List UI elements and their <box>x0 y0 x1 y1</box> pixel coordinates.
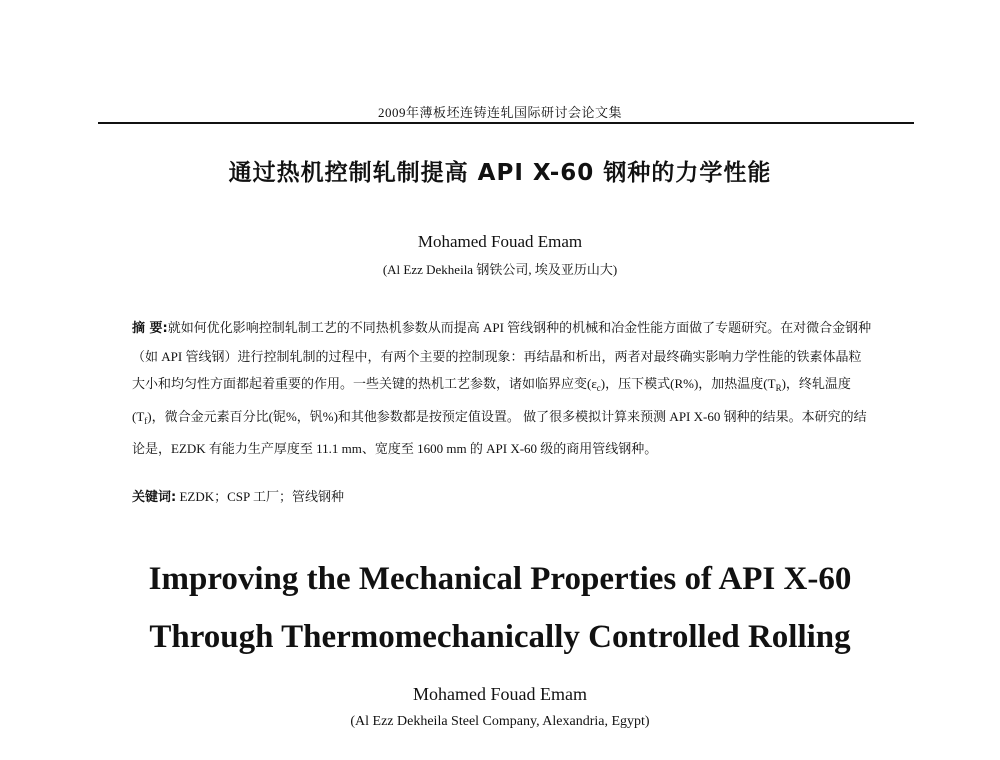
chinese-author: Mohamed Fouad Emam <box>417 232 583 251</box>
english-title-line-1: Improving the Mechanical Properties of API X-60 <box>148 561 852 597</box>
header-rule <box>98 122 914 124</box>
subscript-r: R <box>775 383 782 394</box>
english-author: Mohamed Fouad Emam <box>413 684 587 704</box>
english-title <box>0 550 1000 666</box>
chinese-keywords <box>132 486 872 505</box>
keywords-text: EZDK；CSP 工厂；管线钢种 <box>179 489 345 504</box>
english-affiliation: (Al Ezz Dekheila Steel Company, Alexandria, Egypt) <box>350 714 650 729</box>
abstract-text-3: )，终轧温度(T <box>132 376 851 424</box>
chinese-title: 通过热机控制轧制提高 API X-60 钢种的力学性能 <box>228 160 772 186</box>
chinese-abstract <box>132 314 872 463</box>
subscript-c: c <box>596 383 601 394</box>
running-header: 2009年薄板坯连铸连轧国际研讨会论文集 <box>377 105 622 120</box>
subscript-f: f <box>144 415 148 426</box>
chinese-affiliation: (Al Ezz Dekheila 钢铁公司, 埃及亚历山大) <box>382 262 618 277</box>
abstract-text-4: )，微合金元素百分比(铌%，钒%)和其他参数都是按预定值设置。 做了很多模拟计算来预测 API X-60 钢种的结果。本研究的结论是，EZDK 有能力生产厚度至 11.1 mm、宽度至 1600 mm 的 API X-60 级的商用管线钢种。 <box>132 408 867 457</box>
abstract-text-2: )，压下模式(R%)，加热温度(T <box>600 376 776 392</box>
abstract-paragraph <box>132 314 872 463</box>
english-title-line-2: Through Thermomechanically Controlled Rolling <box>149 619 851 655</box>
abstract-text-1: 就如何优化影响控制轧制工艺的不同热机参数从而提高 API 管线钢种的机械和冶金性能方面做了专题研究。在对微合金钢种（如 API 管线钢）进行控制轧制的过程中，有两个主要的控制现象：再结晶和析出，两者对最终确实影响力学性能的铁素体晶粒大小和均匀性方面都起着重要的作用。一些关键的热机工艺参数，诸如临界应变(ε <box>132 320 872 392</box>
keywords-label: 关键词: <box>132 490 177 505</box>
abstract-label: 摘 要: <box>132 321 168 336</box>
